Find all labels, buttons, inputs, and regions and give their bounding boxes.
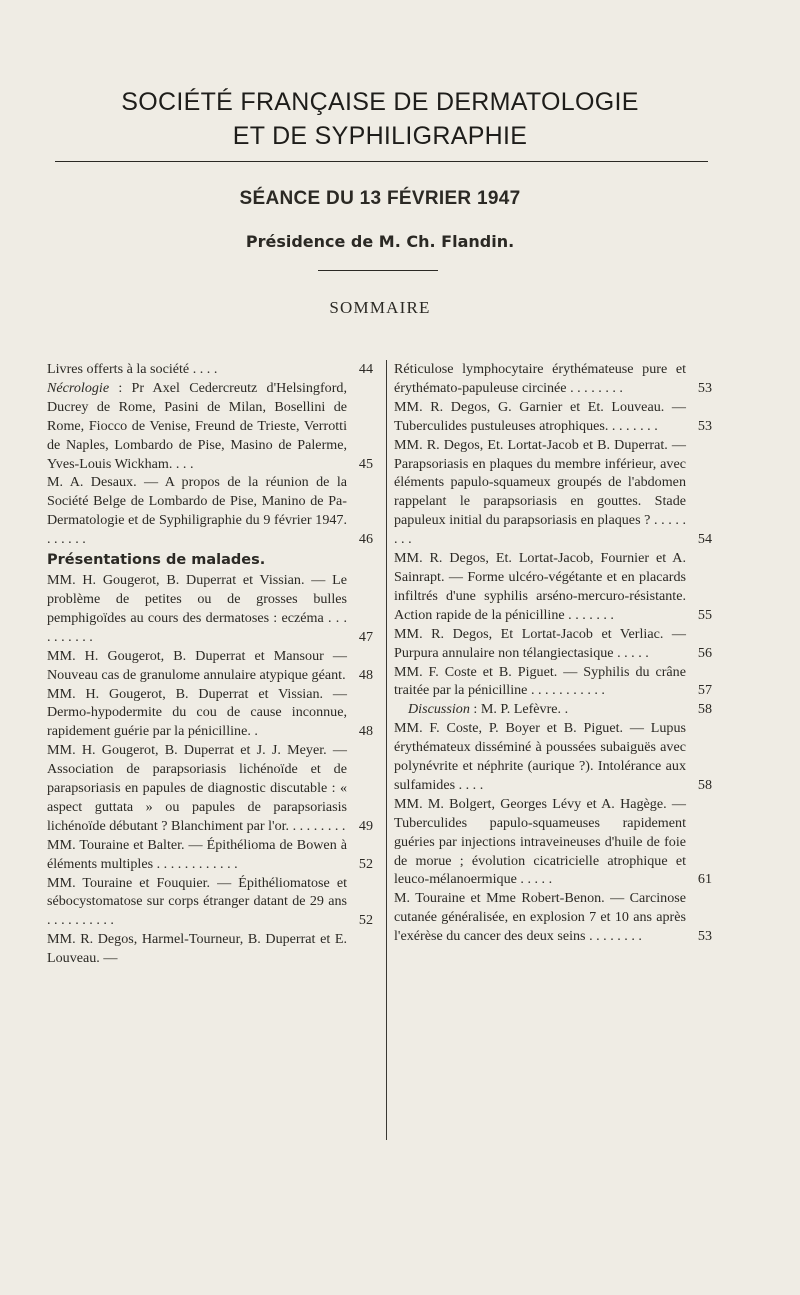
- page-number: 45: [358, 455, 373, 472]
- page-number: 58: [697, 701, 712, 718]
- toc-entry: MM. F. Coste, P. Boyer et B. Piguet. — Lupus érythémateux disséminé à poussées subaiguës avec polynévrite et néphrite (aurique ?). Intolérance aux sulfamides . . . . 58: [394, 720, 712, 793]
- section-heading: Présentations de malades.: [47, 552, 266, 569]
- page-number: 52: [358, 912, 373, 929]
- toc-entry: MM. M. Bolgert, Georges Lévy et A. Hagège. — Tuberculides papulo-squameuses rapidement guéries par injections intraveineuses d'huile de foie de morue ; évolution cicatricielle atrophique et leuco-mélanoermique . . . . . 61: [394, 795, 712, 888]
- toc-entry: MM. H. Gougerot, B. Duperrat et Vissian. — Le problème de petites ou de grosses bulles pemphigoïdes au cours des dermatoses : eczéma . . . . . . . . . . 47: [47, 572, 373, 645]
- page-number: 48: [358, 666, 373, 683]
- page-number: 47: [358, 628, 373, 645]
- page-number: 58: [697, 776, 712, 793]
- toc-entry: M. A. Desaux. — A propos de la réunion de la Société Belge de Lombardo de Pise, Manino de Pa-Dermatologie et de Syphiligraphie du 9 février 1947. . . . . . . 46: [47, 474, 373, 548]
- page-number: 53: [697, 928, 712, 945]
- page-number: 61: [697, 871, 712, 888]
- toc-entry: Livres offerts à la société . . . . 44: [47, 361, 373, 377]
- right-column: [394, 360, 712, 946]
- toc-entry: MM. H. Gougerot, B. Duperrat et J. J. Meyer. — Association de parapsoriasis lichénoïde et de parapsoriasis en papules de diagnostic discutable : « aspect guttata » ou papules de parapsoriasis lichénoïde débutant ? Blanchiment par l'or. . . . . . . . . 49: [47, 742, 373, 834]
- short-rule: [318, 270, 438, 271]
- presidency: Présidence de M. Ch. Flandin.: [245, 232, 515, 251]
- toc-entry: MM. F. Coste et B. Piguet. — Syphilis du crâne traitée par la pénicilline . . . . . . . . . . . 57: [394, 663, 712, 699]
- toc-entry: MM. R. Degos, Et. Lortat-Jacob, Fournier et A. Sainrapt. — Forme ulcéro-végétante et en placards infiltrés d'une syphilis arséno-mercuro-résistante. Action rapide de la pénicilline . . . . . . . 55: [394, 550, 712, 623]
- left-column: [47, 360, 373, 968]
- toc-entry: MM. R. Degos, Et Lortat-Jacob et Verliac. — Purpura annulaire non télangiectasique . . . . . 56: [394, 625, 712, 661]
- toc-entry: MM. Touraine et Balter. — Épithélioma de Bowen à éléments multiples . . . . . . . . . . . . 52: [47, 836, 373, 872]
- page-number: 57: [697, 682, 712, 699]
- page-number: 55: [697, 606, 712, 623]
- society-title-line2: ET DE SYPHILIGRAPHIE: [232, 122, 528, 150]
- session-date: SÉANCE DU 13 FÉVRIER 1947: [239, 188, 521, 209]
- page-number: 52: [358, 855, 373, 872]
- page-number: 56: [697, 644, 712, 661]
- society-title-line1: SOCIÉTÉ FRANÇAISE DE DERMATOLOGIE: [121, 88, 639, 116]
- toc-entry: MM. R. Degos, G. Garnier et Et. Louveau. — Tuberculides pustuleuses atrophiques. . . . . . . . 53: [394, 398, 712, 434]
- page-number: 54: [697, 531, 712, 548]
- toc-entry: Discussion : M. P. Lefèvre. . 58: [408, 701, 712, 718]
- page-number: 53: [697, 379, 712, 396]
- page-number: 46: [358, 531, 373, 548]
- page-number: 53: [697, 417, 712, 434]
- page-number: 49: [358, 817, 373, 834]
- toc-entry: MM. H. Gougerot, B. Duperrat et Vissian. — Dermo-hypodermite du cou de cause inconnue, rapidement guérie par la pénicilline. . 48: [47, 685, 373, 740]
- toc-entry: Réticulose lymphocytaire érythémateuse pure et érythémato-papuleuse circinée . . . . . . . . 53: [394, 361, 712, 396]
- title-rule: [55, 161, 708, 162]
- sommaire-heading: SOMMAIRE: [329, 298, 431, 317]
- column-divider: [386, 360, 387, 1140]
- page-number: 44: [358, 361, 373, 377]
- toc-entry: MM. H. Gougerot, B. Duperrat et Mansour — Nouveau cas de granulome annulaire atypique géant. 48: [47, 647, 373, 683]
- toc-entry: M. Touraine et Mme Robert-Benon. — Carcinose cutanée généralisée, en explosion 7 et 10 ans après l'exérèse du cancer des deux seins . . . . . . . . 53: [394, 890, 712, 945]
- page-number: 48: [358, 723, 373, 740]
- toc-entry: MM. R. Degos, Et. Lortat-Jacob et B. Duperrat. — Parapsoriasis en plaques du membre inférieur, avec éléments papulo-squameux groupés de l'abdomen rappelant le parapsoriasis en gouttes. Stade papuleux initial du parapsoriasis en plaques ? . . . . . . . . 54: [394, 436, 712, 548]
- toc-entry: MM. R. Degos, Harmel-Tourneur, B. Duperrat et E. Louveau. —: [47, 931, 347, 967]
- toc-entry: Nécrologie : Pr Axel Cedercreutz d'Helsingford, Ducrey de Rome, Pasini de Milan, Bosellini de Rome, Fiocco de Venise, Freund de Trieste, Verrotti de Naples, Lombardo de Pise, Masino de Palerme, Yves-Louis Wickham. . . . 45: [47, 379, 373, 472]
- toc-entry: MM. Touraine et Fouquier. — Épithéliomatose et sébocystomatose sur corps étranger datant de 29 ans . . . . . . . . . . 52: [47, 874, 373, 929]
